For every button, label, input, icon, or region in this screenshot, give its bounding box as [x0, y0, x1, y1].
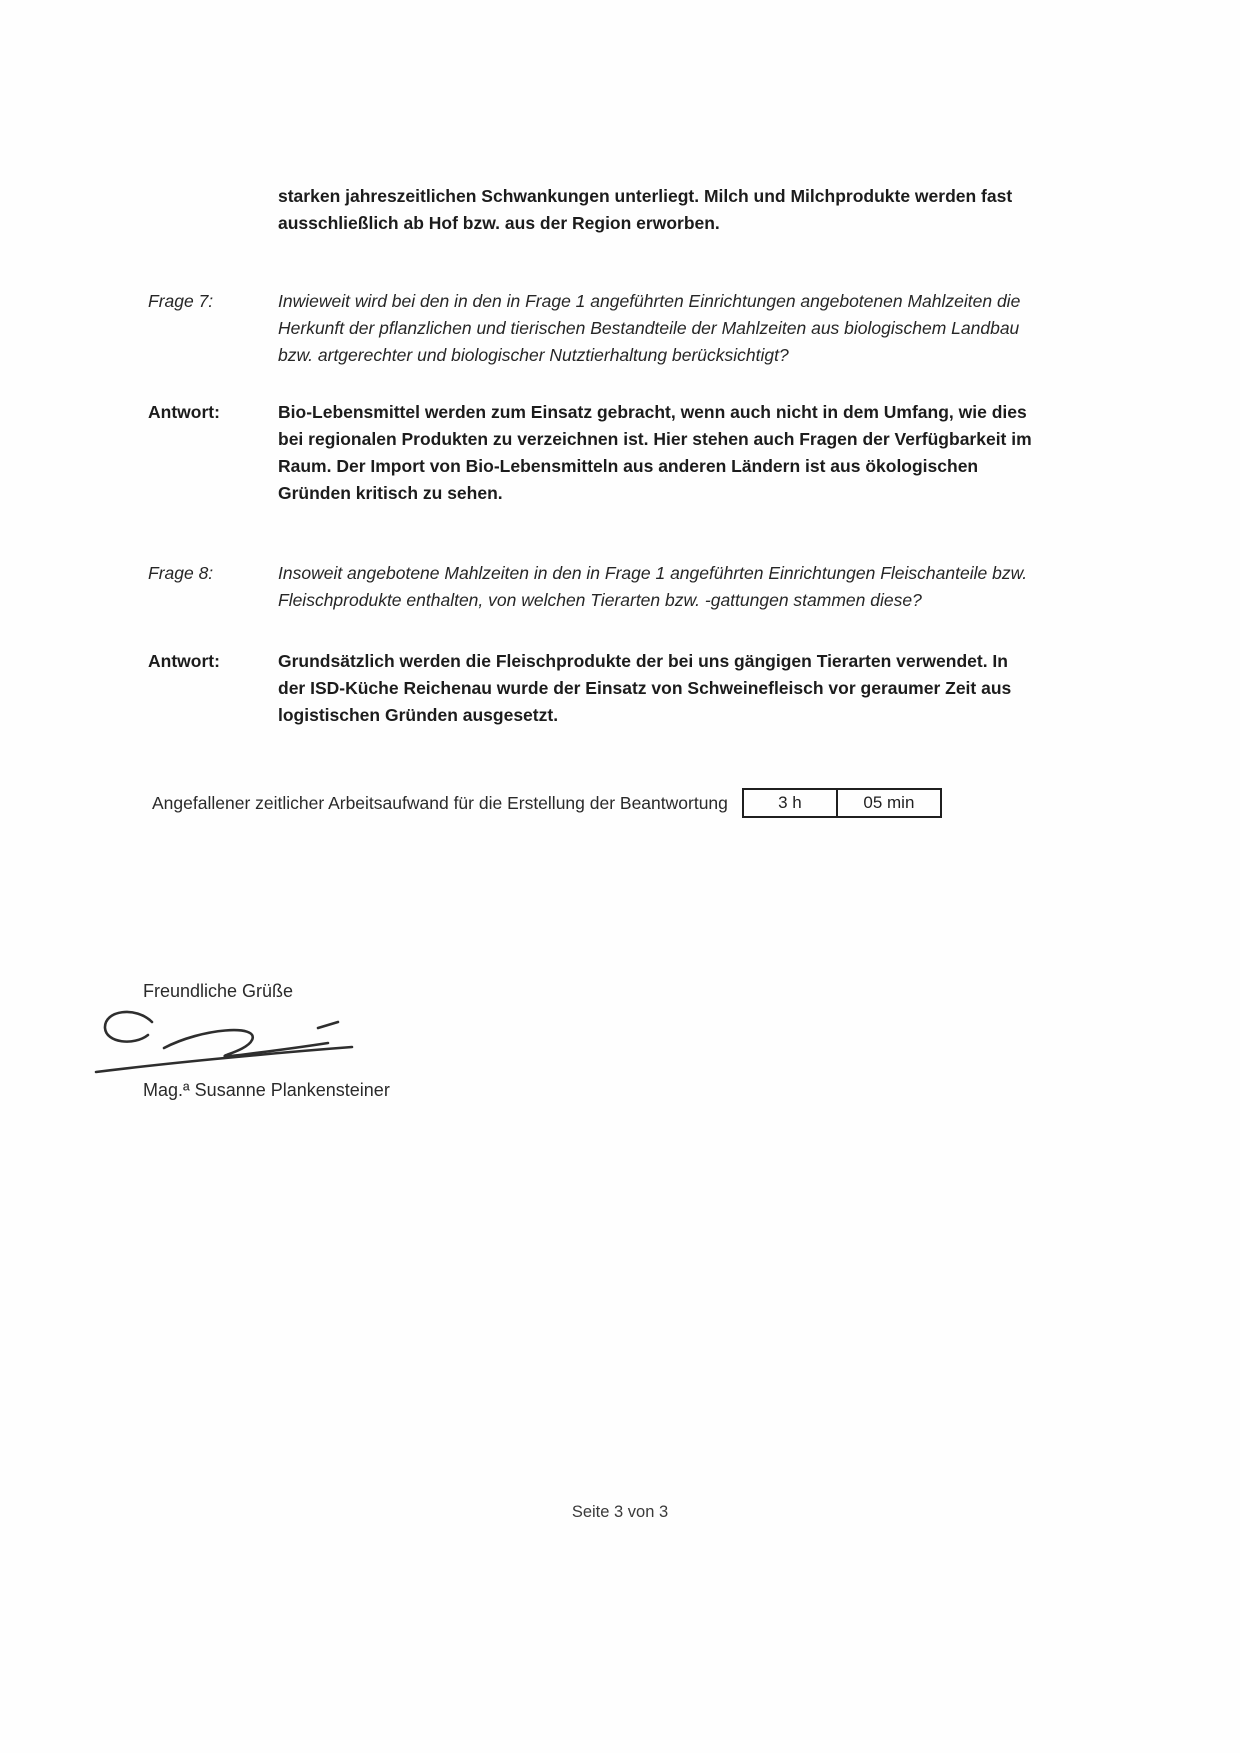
question-8-label: Frage 8:: [148, 563, 214, 583]
answer-7-label: Antwort:: [148, 402, 220, 422]
page-number-footer: Seite 3 von 3: [571, 1503, 669, 1521]
effort-row: [152, 788, 1092, 818]
answer-8-text: Grundsätzlich werden die Fleischprodukte der bei uns gängigen Tierarten verwendet. In der ISD-Küche Reichenau wurde der Einsatz von Schweinefleisch vor geraumer Zeit aus logistischen Gründen ausgesetzt.: [278, 651, 1012, 725]
question-8-row: [148, 560, 1032, 614]
question-8-text: Insoweit angebotene Mahlzeiten in den in Frage 1 angeführten Einrichtungen Fleischanteile bzw. Fleischprodukte enthalten, von welchen Tierarten bzw. -gattungen stammen diese?: [278, 563, 1028, 610]
closing-salutation: Freundliche Grüße: [143, 981, 294, 1001]
signer-name: Mag.ª Susanne Plankensteiner: [143, 1080, 390, 1100]
effort-hours-cell: 3 h: [778, 793, 802, 812]
answer-7-row: [148, 399, 1032, 507]
effort-table: [742, 788, 942, 818]
effort-label: Angefallener zeitlicher Arbeitsaufwand für die Erstellung der Beantwortung: [152, 792, 728, 813]
answer-8-label: Antwort:: [148, 651, 220, 671]
answer-7-text: Bio-Lebensmittel werden zum Einsatz gebracht, wenn auch nicht in dem Umfang, wie dies bei regionalen Produkten zu verzeichnen ist. Hier stehen auch Fragen der Verfügbarkeit im Raum. Der Import von Bio-Lebensmitteln aus anderen Ländern ist aus ökologischen Gründen kritisch zu sehen.: [278, 402, 1032, 503]
question-7-row: [148, 288, 1032, 369]
answer-8-row: [148, 648, 1032, 729]
intro-paragraph: starken jahreszeitlichen Schwankungen unterliegt. Milch und Milchprodukte werden fast ausschließlich ab Hof bzw. aus der Region erworben.: [278, 186, 1013, 233]
question-7-label: Frage 7:: [148, 291, 214, 311]
question-7-text: Inwieweit wird bei den in den in Frage 1 angeführten Einrichtungen angebotenen Mahlzeiten die Herkunft der pflanzlichen und tierischen Bestandteile der Mahlzeiten aus biologischem Landbau bzw. artgerechter und biologischer Nutztierhaltung berücksichtigt?: [278, 291, 1021, 365]
effort-minutes-cell: 05 min: [836, 790, 940, 816]
